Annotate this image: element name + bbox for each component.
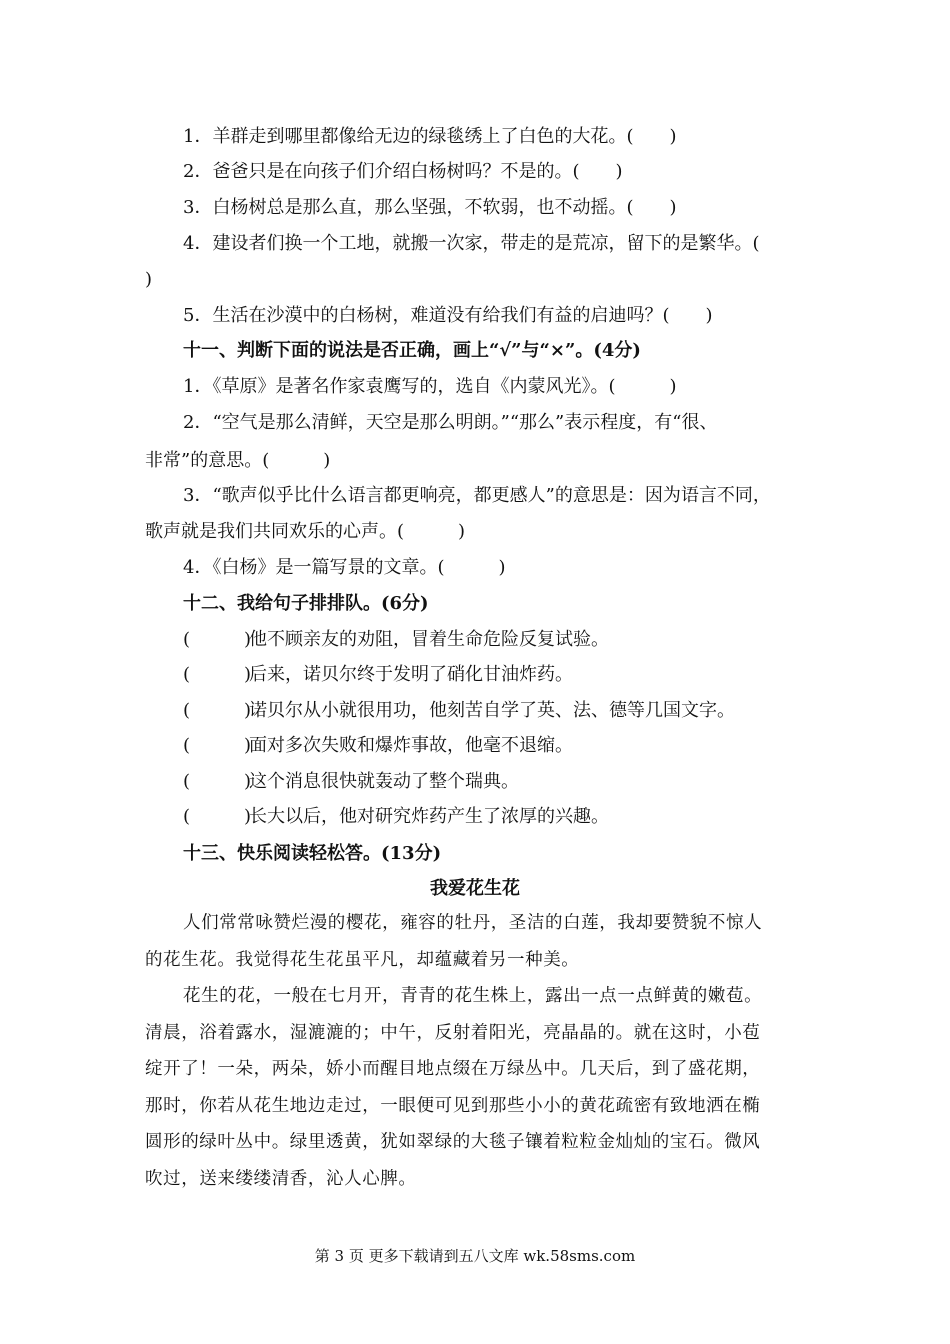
section11-line-2-cont: 非常”的意思。( ) xyxy=(145,450,331,471)
reading-line-4: 清晨，浴着露水，湿漉漉的；中午，反射着阳光，亮晶晶的。就在这时，小苞 xyxy=(145,1023,761,1043)
answer-blank[interactable]: ( ) xyxy=(183,735,252,756)
ordering-item-3 xyxy=(183,700,863,722)
section10-item-5: 5．生活在沙漠中的白杨树，难道没有给我们有益的启迪吗？( ) xyxy=(183,305,713,326)
answer-blank[interactable]: ( ) xyxy=(183,629,252,650)
section13-heading: 十三、快乐阅读轻松答。(13分) xyxy=(183,843,442,864)
reading-line-6: 那时，你若从花生地边走过，一眼便可见到那些小小的黄花疏密有致地洒在椭 xyxy=(145,1096,761,1116)
answer-blank[interactable]: ( ) xyxy=(183,664,252,685)
section10-item-4: 4．建设者们换一个工地，就搬一次家，带走的是荒凉，留下的是繁华。( xyxy=(183,233,760,254)
reading-line-1: 人们常常咏赞烂漫的樱花，雍容的牡丹，圣洁的白莲，我却要赞貌不惊人 xyxy=(183,913,763,933)
section11-line-3: 3．“歌声似乎比什么语言都更响亮，都更感人”的意思是：因为语言不同， xyxy=(183,485,771,506)
answer-blank[interactable]: ( ) xyxy=(183,806,252,827)
answer-blank[interactable]: ( ) xyxy=(183,771,252,792)
reading-line-8: 吹过，送来缕缕清香，沁人心脾。 xyxy=(145,1169,417,1189)
section11-line-4: 4．《白杨》是一篇写景的文章。( ) xyxy=(183,557,506,578)
ordering-item-5 xyxy=(183,771,863,793)
reading-title: 我爱花生花 xyxy=(430,878,520,899)
section12-heading: 十二、我给句子排排队。(6分) xyxy=(183,593,429,614)
ordering-text: 面对多次失败和爆炸事故，他毫不退缩。 xyxy=(249,735,573,756)
ordering-text: 后来，诺贝尔终于发明了硝化甘油炸药。 xyxy=(249,664,573,685)
section10-item-2: 2．爸爸只是在向孩子们介绍白杨树吗？不是的。( ) xyxy=(183,161,623,182)
ordering-text: 他不顾亲友的劝阻，冒着生命危险反复试验。 xyxy=(249,629,609,650)
reading-line-5: 绽开了！一朵，两朵，娇小而醒目地点缀在万绿丛中。几天后，到了盛花期， xyxy=(145,1059,761,1079)
ordering-item-4 xyxy=(183,735,863,757)
section11-line-2: 2．“空气是那么清鲜，天空是那么明朗。”“那么”表示程度，有“很、 xyxy=(183,412,718,433)
section11-line-1: 1．《草原》是著名作家袁鹰写的，选自《内蒙风光》。( ) xyxy=(183,376,677,397)
reading-line-2: 的花生花。我觉得花生花虽平凡，却蕴藏着另一种美。 xyxy=(145,950,580,970)
ordering-item-1 xyxy=(183,629,863,651)
section10-item-3: 3．白杨树总是那么直，那么坚强，不软弱，也不动摇。( ) xyxy=(183,197,677,218)
reading-line-7: 圆形的绿叶丛中。绿里透黄，犹如翠绿的大毯子镶着粒粒金灿灿的宝石。微风 xyxy=(145,1132,761,1152)
section11-heading: 十一、判断下面的说法是否正确，画上“√”与“×”。(4分) xyxy=(183,340,641,361)
page-footer: 第 3 页 更多下载请到五八文库 wk.58sms.com xyxy=(314,1247,636,1265)
section11-line-3-cont: 歌声就是我们共同欢乐的心声。( ) xyxy=(145,521,466,542)
ordering-text: 诺贝尔从小就很用功，他刻苦自学了英、法、德等几国文字。 xyxy=(249,700,735,721)
section10-item-4-cont: ) xyxy=(145,269,153,290)
ordering-item-2 xyxy=(183,664,863,686)
reading-line-3: 花生的花，一般在七月开，青青的花生株上，露出一点一点鲜黄的嫩苞。 xyxy=(183,986,763,1006)
answer-blank[interactable]: ( ) xyxy=(183,700,252,721)
ordering-item-6 xyxy=(183,806,863,828)
section10-item-1: 1．羊群走到哪里都像给无边的绿毯绣上了白色的大花。( ) xyxy=(183,126,677,147)
ordering-text: 长大以后，他对研究炸药产生了浓厚的兴趣。 xyxy=(249,806,609,827)
ordering-text: 这个消息很快就轰动了整个瑞典。 xyxy=(249,771,519,792)
